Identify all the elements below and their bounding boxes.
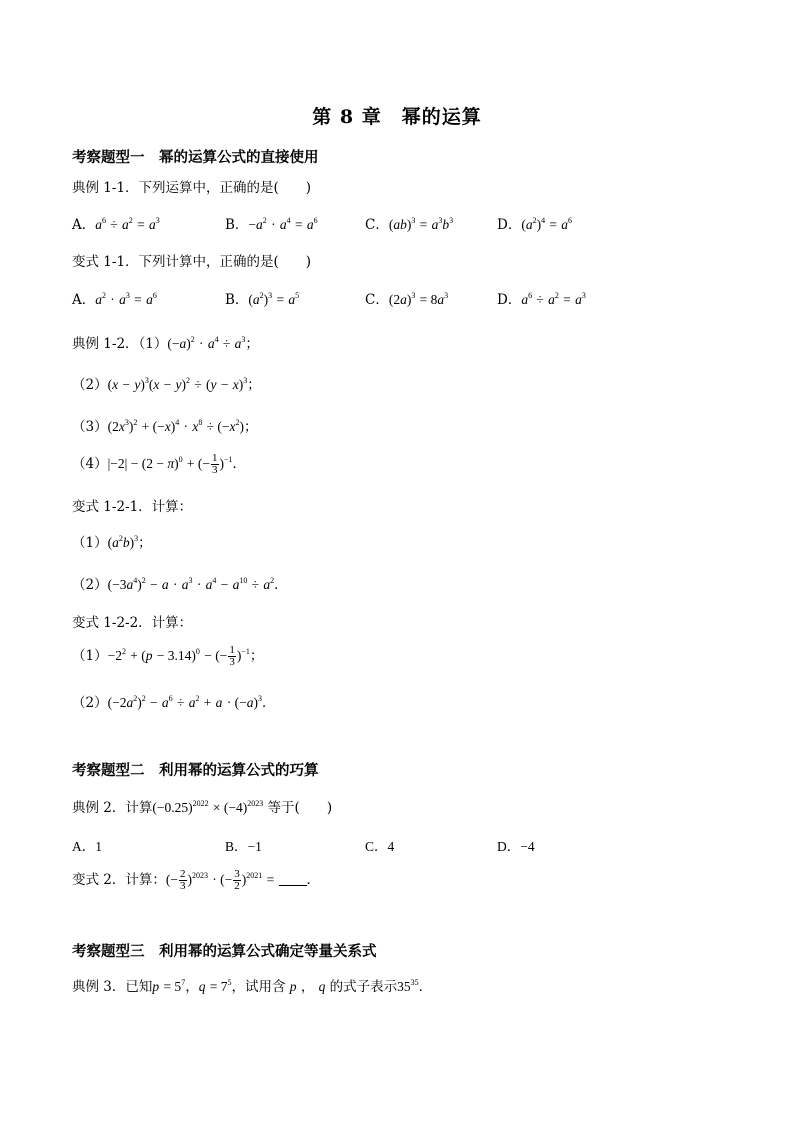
q11-option-a: A．$a^6 \div a^2 = a^3$: [72, 216, 160, 233]
section-heading-2: 考察题型二 利用幂的运算公式的巧算: [72, 762, 319, 779]
question-1-2-part-4: $(4)|-2| - (2 - \pi)^0$ + (− $\frac{1}{3}$ )$^{-1}$．: [72, 452, 247, 476]
variant-1-1-stem: 变式 1-1．下列计算中，正确的是( ): [72, 254, 312, 270]
q11-option-b: B．$-a^2 \cdot a^4 = a^6$: [225, 216, 318, 233]
q2-option-b: B．−1: [225, 839, 262, 854]
question-1-2-part-3: $(3)(2x^3)^2 + (-x)^4 \cdot x^8 \div (-x^2)$；: [72, 418, 258, 435]
q2-option-c: C．4: [365, 839, 395, 854]
variant-2-stem: 变式 2．计算：(− $\frac{2}{3}$ )$^{2023}$ · (− $\frac{3}{2}$ )$^{2021}$ = ．: [72, 868, 320, 892]
variant-1-2-2-label: 变式 1-2-2．计算：: [72, 615, 193, 631]
q2-option-a: A．1: [72, 839, 102, 854]
section-heading-1: 考察题型一 幂的运算公式的直接使用: [72, 149, 319, 166]
page-title: 第 8 章 幂的运算: [312, 106, 482, 128]
v11-option-a: A．$a^2 \cdot a^3 = a^6$: [72, 291, 157, 308]
variant-1-2-1-part-2: $(2)(-3a^4)^2 - a \cdot a^3 \cdot a^4 - a^{10} \div a^2$．: [72, 576, 288, 593]
q2-option-d: D．−4: [497, 839, 535, 854]
v11-option-c: C．$(2a)^3 = 8a^3$: [365, 291, 449, 308]
variant-1-2-2-part-1: $(1)-2^2 + (p - 3.14)^0$ − (− $\frac{1}{3}$ )$^{-1}$；: [72, 644, 264, 668]
q11-option-d: D．$(a^2)^4 = a^6$: [497, 216, 573, 233]
question-2-stem: 典例 2．计算$(-0.25)^{2022} \times (-4)^{2023}$ 等于( ): [72, 799, 333, 816]
answer-blank: [279, 873, 307, 886]
v11-option-d: D．$a^6 \div a^2 = a^3$: [497, 291, 586, 308]
question-3-stem: 典例 3．已知$p = 5^7$，$q = 7^5$，试用含 p ， q 的式子表示$35^{35}$．: [72, 978, 433, 995]
variant-1-2-1-part-1: $(1)(a^2b)^3$；: [72, 534, 152, 551]
question-1-2-part-1: 典例 1-2．$(1)(-a)^2 \cdot a^4 \div a^3$；: [72, 335, 259, 352]
question-1-2-part-2: $(2)(x - y)^3(x - y)^2 \div (y - x)^3$；: [72, 376, 261, 393]
section-heading-3: 考察题型三 利用幂的运算公式确定等量关系式: [72, 943, 377, 960]
variant-1-2-2-part-2: $(2)(-2a^2)^2 - a^6 \div a^2 + a \cdot (-a)^3$．: [72, 694, 276, 711]
q11-option-c: C．$(ab)^3 = a^3b^3$: [365, 216, 454, 233]
variant-1-2-1-label: 变式 1-2-1．计算：: [72, 499, 193, 515]
question-1-1-stem: 典例 1-1．下列运算中，正确的是( ): [72, 180, 312, 196]
v11-option-b: B．$(a^2)^3 = a^5$: [225, 291, 300, 308]
